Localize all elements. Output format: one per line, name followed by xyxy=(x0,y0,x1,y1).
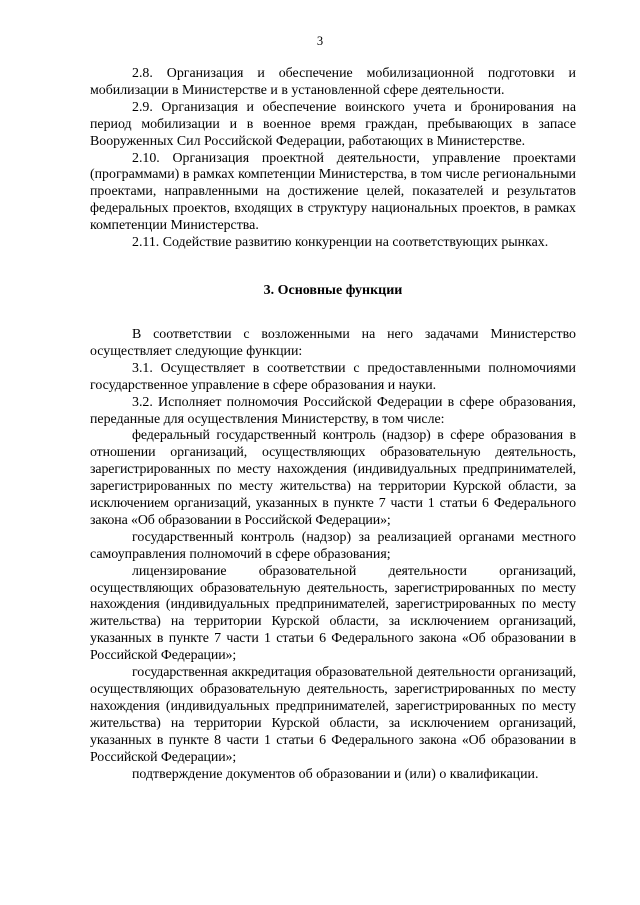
paragraph-3-1: 3.1. Осуществляет в соответствии с предоставленными полномочиями государственное управление в сфере образования и науки. xyxy=(90,360,576,393)
page-number: 3 xyxy=(316,34,324,48)
paragraph-documents: подтверждение документов об образовании и (или) о квалификации. xyxy=(132,766,539,782)
paragraph-2-9: 2.9. Организация и обеспечение воинского учета и бронирования на период мобилизации и в военное время граждан, пребывающих в запасе Вооруженных Сил Российской Федерации, работающих в Министерстве. xyxy=(90,99,576,149)
section-heading: 3. Основные функции xyxy=(263,282,403,298)
paragraph-licensing: лицензирование образовательной деятельности организаций, осуществляющих образовательную деятельность, зарегистрированных по месту нахождения (индивидуальных предпринимателей, зарегистрированных по месту жительства) на территории Курской области, за исключением организаций, указанных в пункте 7 части 1 статьи 6 Федерального закона «Об образовании в Российской Федерации»; xyxy=(90,563,576,664)
paragraph-state-control: государственный контроль (надзор) за реализацией органами местного самоуправления полномочий в сфере образования; xyxy=(90,529,576,562)
paragraph-accreditation: государственная аккредитация образовательной деятельности организаций, осуществляющих образовательную деятельность, зарегистрированных по месту нахождения (индивидуальных предпринимателей, зарегистрированных по месту жительства) на территории Курской области, за исключением организаций, указанных в пункте 8 части 1 статьи 6 Федерального закона «Об образовании в Российской Федерации»; xyxy=(90,665,576,765)
document-body xyxy=(90,66,576,783)
paragraph-2-10: 2.10. Организация проектной деятельности, управление проектами (программами) в рамках компетенции Министерства, в том числе региональными проектами, направленными на достижение целей, показателей и результатов федеральных проектов, входящих в структуру национальных проектов, в рамках компетенции Министерства. xyxy=(90,150,576,234)
paragraph-2-8: 2.8. Организация и обеспечение мобилизационной подготовки и мобилизации в Министерстве и в установленной сфере деятельности. xyxy=(90,66,576,98)
paragraph-federal-control: федеральный государственный контроль (надзор) в сфере образования в отношении организаций, осуществляющих образовательную деятельность, зарегистрированных по месту нахождения (индивидуальных предпринимателей, зарегистрированных по месту жительства) на территории Курской области, за исключением организаций, указанных в пункте 7 части 1 статьи 6 Федерального закона «Об образовании в Российской Федерации»; xyxy=(90,428,576,528)
paragraph-3-2: 3.2. Исполняет полномочия Российской Федерации в сфере образования, переданные для осуществления Министерству, в том числе: xyxy=(90,394,576,427)
paragraph-2-11: 2.11. Содействие развитию конкуренции на соответствующих рынках. xyxy=(132,235,549,251)
paragraph-intro: В соответствии с возложенными на него задачами Министерство осуществляет следующие функции: xyxy=(90,326,576,359)
